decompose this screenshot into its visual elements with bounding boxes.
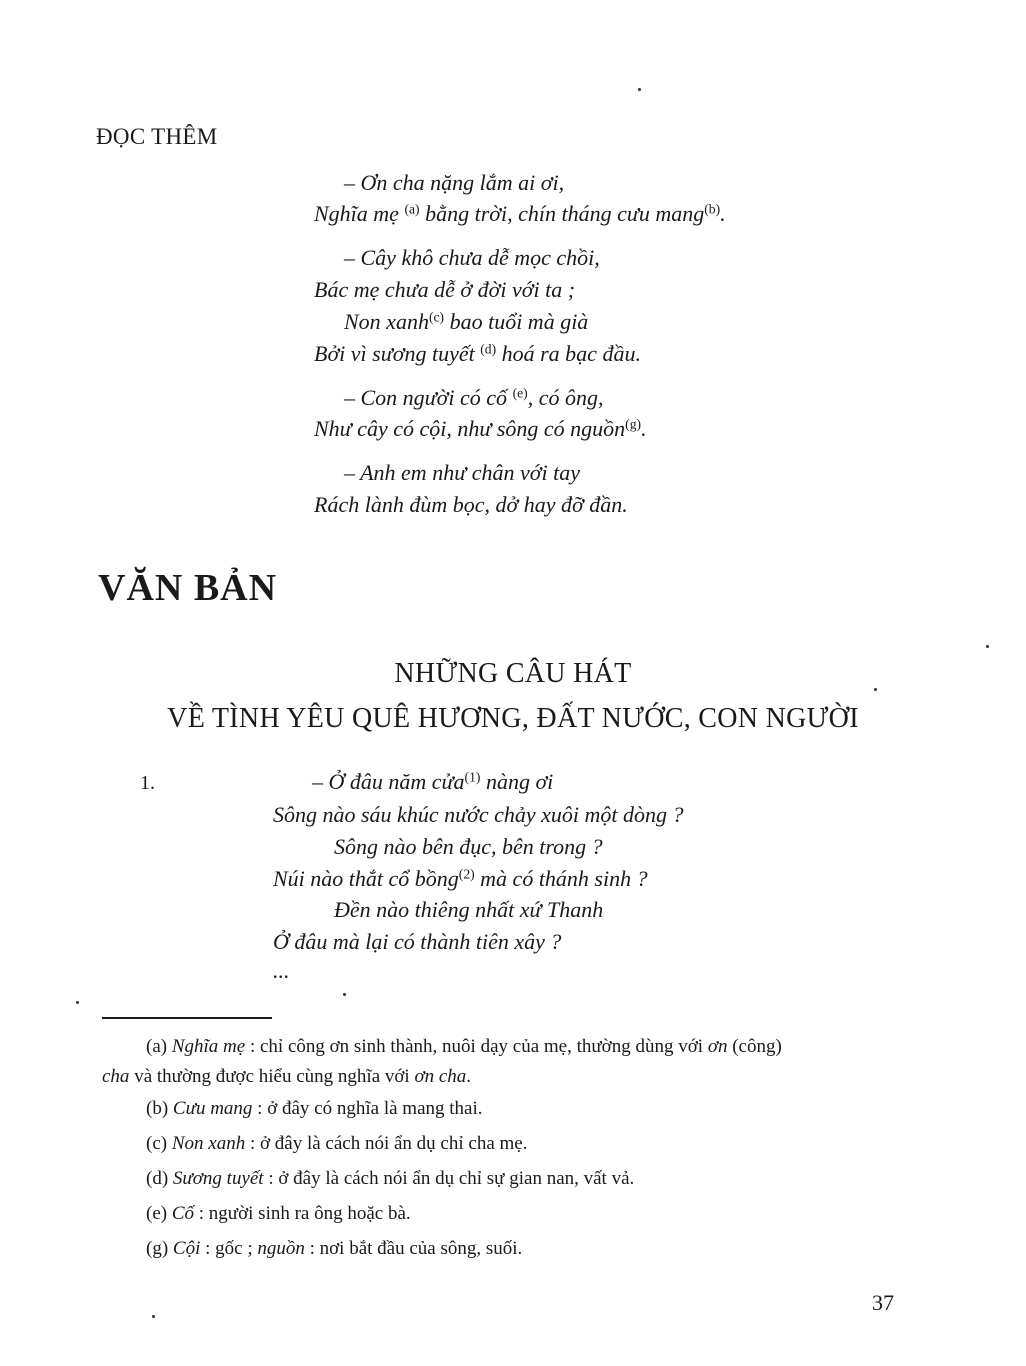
reading-line: – Ơn cha nặng lắm ai ơi, bbox=[344, 170, 565, 195]
footnote: (e) Cố : người sinh ra ông hoặc bà. bbox=[146, 1203, 411, 1224]
poem-line: Đền nào thiêng nhất xứ Thanh bbox=[334, 897, 604, 922]
reading-line: Bác mẹ chưa dễ ở đời với ta ; bbox=[314, 277, 576, 302]
scan-speck bbox=[76, 1001, 79, 1004]
text-title-line-2: VỀ TÌNH YÊU QUÊ HƯƠNG, ĐẤT NƯỚC, CON NGƯỜI bbox=[167, 703, 859, 734]
footnote-continuation: cha và thường được hiểu cùng nghĩa với ơn cha. bbox=[102, 1066, 472, 1087]
reading-line: – Con người có cố $^{(e)}$, có ông, bbox=[344, 385, 604, 410]
text-title-line-1: NHỮNG CÂU HÁT bbox=[394, 658, 632, 689]
footnote: (b) Cưu mang : ở đây có nghĩa là mang thai. bbox=[146, 1098, 483, 1119]
section-heading: VĂN BẢN bbox=[98, 567, 278, 609]
scan-speck bbox=[874, 688, 877, 691]
reading-heading: ĐỌC THÊM bbox=[96, 124, 218, 149]
footnote: (d) Sương tuyết : ở đây là cách nói ẩn dụ chỉ sự gian nan, vất vả. bbox=[146, 1168, 635, 1189]
scan-speck bbox=[343, 993, 346, 996]
scan-speck bbox=[986, 645, 989, 648]
footnote: (a) Nghĩa mẹ : chỉ công ơn sinh thành, nuôi dạy của mẹ, thường dùng với ơn (công) bbox=[146, 1036, 782, 1057]
poem-line: Sông nào sáu khúc nước chảy xuôi một dòng ? bbox=[273, 802, 684, 827]
poem-ellipsis: ... bbox=[273, 958, 290, 983]
reading-line: Nghĩa mẹ $^{(a)}$ bằng trời, chín tháng cưu mang$^{(b)}$. bbox=[314, 201, 726, 226]
footnote-divider bbox=[102, 1017, 272, 1019]
poem-line: Sông nào bên đục, bên trong ? bbox=[334, 834, 603, 859]
item-number: 1. bbox=[140, 772, 155, 794]
reading-line: Bởi vì sương tuyết $^{(d)}$ hoá ra bạc đầu. bbox=[314, 341, 641, 366]
reading-line: Non xanh$^{(c)}$ bao tuổi mà già bbox=[344, 309, 589, 334]
scan-speck bbox=[638, 88, 641, 91]
poem-line: – Ở đâu năm cửa$^{(1)}$ nàng ơi bbox=[312, 769, 554, 794]
scan-speck bbox=[152, 1315, 155, 1318]
poem-line: Ở đâu mà lại có thành tiên xây ? bbox=[273, 929, 562, 954]
page-number: 37 bbox=[872, 1290, 894, 1315]
footnote: (c) Non xanh : ở đây là cách nói ẩn dụ chỉ cha mẹ. bbox=[146, 1133, 528, 1154]
reading-line: – Cây khô chưa dễ mọc chồi, bbox=[344, 245, 600, 270]
reading-line: Rách lành đùm bọc, dở hay đỡ đần. bbox=[314, 492, 628, 517]
reading-line: – Anh em như chân với tay bbox=[344, 460, 580, 485]
reading-line: Như cây có cội, như sông có nguồn$^{(g)}$. bbox=[314, 416, 647, 441]
footnote: (g) Cội : gốc ; nguồn : nơi bắt đầu của sông, suối. bbox=[146, 1238, 523, 1259]
poem-line: Núi nào thắt cổ bồng$^{(2)}$ mà có thánh sinh ? bbox=[273, 866, 648, 891]
